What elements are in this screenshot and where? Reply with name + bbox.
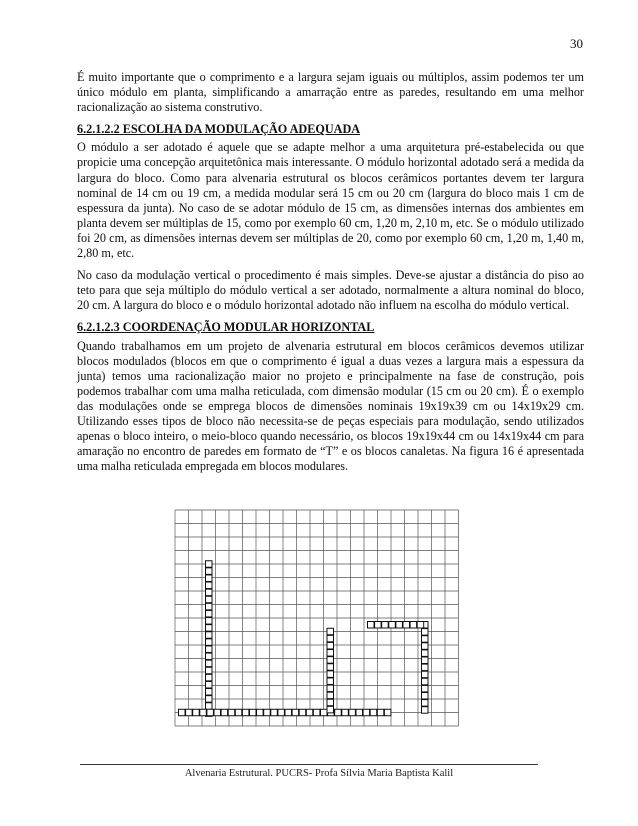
block bbox=[321, 709, 328, 716]
block bbox=[327, 692, 334, 699]
section-heading-modulacao: 6.2.1.2.2 ESCOLHA DA MODULAÇÃO ADEQUADA bbox=[77, 122, 361, 137]
block bbox=[221, 709, 228, 716]
block bbox=[396, 622, 403, 629]
block bbox=[382, 622, 389, 629]
block bbox=[228, 709, 235, 716]
block bbox=[206, 618, 213, 625]
block bbox=[214, 709, 221, 716]
block bbox=[368, 622, 375, 629]
block bbox=[206, 681, 213, 688]
block bbox=[375, 622, 382, 629]
block bbox=[242, 709, 249, 716]
block bbox=[327, 635, 334, 642]
block bbox=[422, 636, 429, 643]
block bbox=[206, 696, 213, 703]
block bbox=[422, 671, 429, 678]
block bbox=[285, 709, 292, 716]
block bbox=[403, 622, 410, 629]
block bbox=[207, 709, 214, 716]
block bbox=[422, 643, 429, 650]
block bbox=[327, 671, 334, 678]
block bbox=[206, 568, 213, 575]
block bbox=[327, 650, 334, 657]
block bbox=[206, 646, 213, 653]
block bbox=[422, 685, 429, 692]
block bbox=[179, 709, 186, 716]
block bbox=[206, 653, 213, 660]
block bbox=[186, 709, 193, 716]
block bbox=[422, 629, 429, 636]
block bbox=[313, 709, 320, 716]
block bbox=[370, 709, 377, 716]
block bbox=[422, 700, 429, 707]
block bbox=[206, 674, 213, 681]
block bbox=[384, 709, 391, 716]
block bbox=[200, 709, 207, 716]
block bbox=[206, 632, 213, 639]
block bbox=[422, 678, 429, 685]
body-text bbox=[77, 70, 584, 481]
block bbox=[335, 709, 342, 716]
block bbox=[206, 596, 213, 603]
footer-divider bbox=[80, 764, 538, 765]
block bbox=[327, 628, 334, 635]
block bbox=[377, 709, 384, 716]
block bbox=[422, 664, 429, 671]
modulo-paragraph-1: O módulo a ser adotado é aquele que se adapte melhor a uma arquitetura pré-estabelecida ou que propicie uma concepção arquitetônica mais interessante. O módulo horizontal adotado será a medida da largura do bloco. Como para alvenaria estrutural os blocos cerâmicos portantes devem ter largura nominal de 14 cm ou 19 cm, a medida modular será 15 cm ou 20 cm (largura do bloco mais 1 cm de espessura da junta). No caso de se adotar módulo de 15 cm, as dimensões internas dos ambientes em planta devem ser múltiplas de 15, como por exemplo 60 cm, 1,20 m, 2,10 m, etc. Se o módulo utilizado foi 20 cm, as dimensões internas devem ser múltiplas de 20, como por exemplo 60 cm, 1,20 m, 1,40 m, 2,80 m, etc. bbox=[77, 140, 584, 261]
block bbox=[327, 657, 334, 664]
block bbox=[292, 709, 299, 716]
block bbox=[389, 622, 396, 629]
block bbox=[206, 667, 213, 674]
block bbox=[306, 709, 313, 716]
block bbox=[327, 664, 334, 671]
page-number: 30 bbox=[570, 36, 583, 51]
block-walls bbox=[179, 561, 429, 717]
block bbox=[422, 693, 429, 700]
block bbox=[206, 703, 213, 710]
page-footer: Alvenaria Estrutural. PUCRS- Profa Sílvia Maria Baptista Kalil bbox=[184, 768, 454, 779]
section-heading-coordenacao: 6.2.1.2.3 COORDENAÇÃO MODULAR HORIZONTAL bbox=[77, 320, 375, 335]
block bbox=[206, 589, 213, 596]
block bbox=[410, 622, 417, 629]
block bbox=[206, 660, 213, 667]
block bbox=[206, 575, 213, 582]
modulo-paragraph-2: No caso da modulação vertical o procedimento é mais simples. Deve-se ajustar a distância do piso ao teto para que seja múltiplo do módulo vertical a ser adotado, normalmente a altura nominal do bloco, 20 cm. A largura do bloco e o módulo horizontal adotado não influem na escolha do módulo vertical. bbox=[77, 268, 584, 313]
block bbox=[356, 709, 363, 716]
block bbox=[264, 709, 271, 716]
intro-paragraph: É muito importante que o comprimento e a largura sejam iguais ou múltiplos, assim podemos ter um único módulo em planta, simplificando a amarração entre as paredes, resultando em uma melhor racionalização ao sistema construtivo. bbox=[77, 70, 584, 115]
modular-grid-figure bbox=[170, 505, 465, 730]
block bbox=[342, 709, 349, 716]
block bbox=[206, 689, 213, 696]
block bbox=[349, 709, 356, 716]
block bbox=[363, 709, 370, 716]
block bbox=[422, 650, 429, 657]
block bbox=[327, 642, 334, 649]
block bbox=[278, 709, 285, 716]
block bbox=[235, 709, 242, 716]
coordenacao-paragraph: Quando trabalhamos em um projeto de alvenaria estrutural em blocos cerâmicos devemos utilizar blocos modulados (blocos em que o comprimento é igual a duas vezes a largura mais a espessura da junta) temos uma racionalização maior no projeto e principalmente na fase de construção, pois podemos trabalhar com uma malha reticulada, com dimensão modular (15 cm ou 20 cm). É o exemplo das modulações onde se emprega blocos de dimensões nominais 19x19x39 cm ou 14x19x29 cm. Utilizando esses tipos de bloco não necessita-se de peças especiais para modulação, sendo utilizados apenas o bloco inteiro, o meio-bloco quando necessário, os blocos 19x19x44 cm ou 14x19x44 cm para amaração no encontro de paredes em formato de “T” e os blocos canaletas. Na figura 16 é apresentada uma malha reticulada empregada em blocos modulares. bbox=[77, 338, 584, 474]
block bbox=[422, 707, 429, 714]
block bbox=[327, 685, 334, 692]
block bbox=[327, 706, 334, 713]
block bbox=[193, 709, 200, 716]
block bbox=[257, 709, 264, 716]
block bbox=[422, 657, 429, 664]
block bbox=[206, 625, 213, 632]
block bbox=[206, 639, 213, 646]
block bbox=[299, 709, 306, 716]
block bbox=[250, 709, 257, 716]
block bbox=[271, 709, 278, 716]
block bbox=[206, 561, 213, 568]
block bbox=[206, 582, 213, 589]
block bbox=[327, 678, 334, 685]
block bbox=[327, 699, 334, 706]
block bbox=[417, 622, 424, 629]
grid-lines bbox=[175, 510, 459, 726]
block bbox=[206, 603, 213, 610]
block bbox=[206, 610, 213, 617]
